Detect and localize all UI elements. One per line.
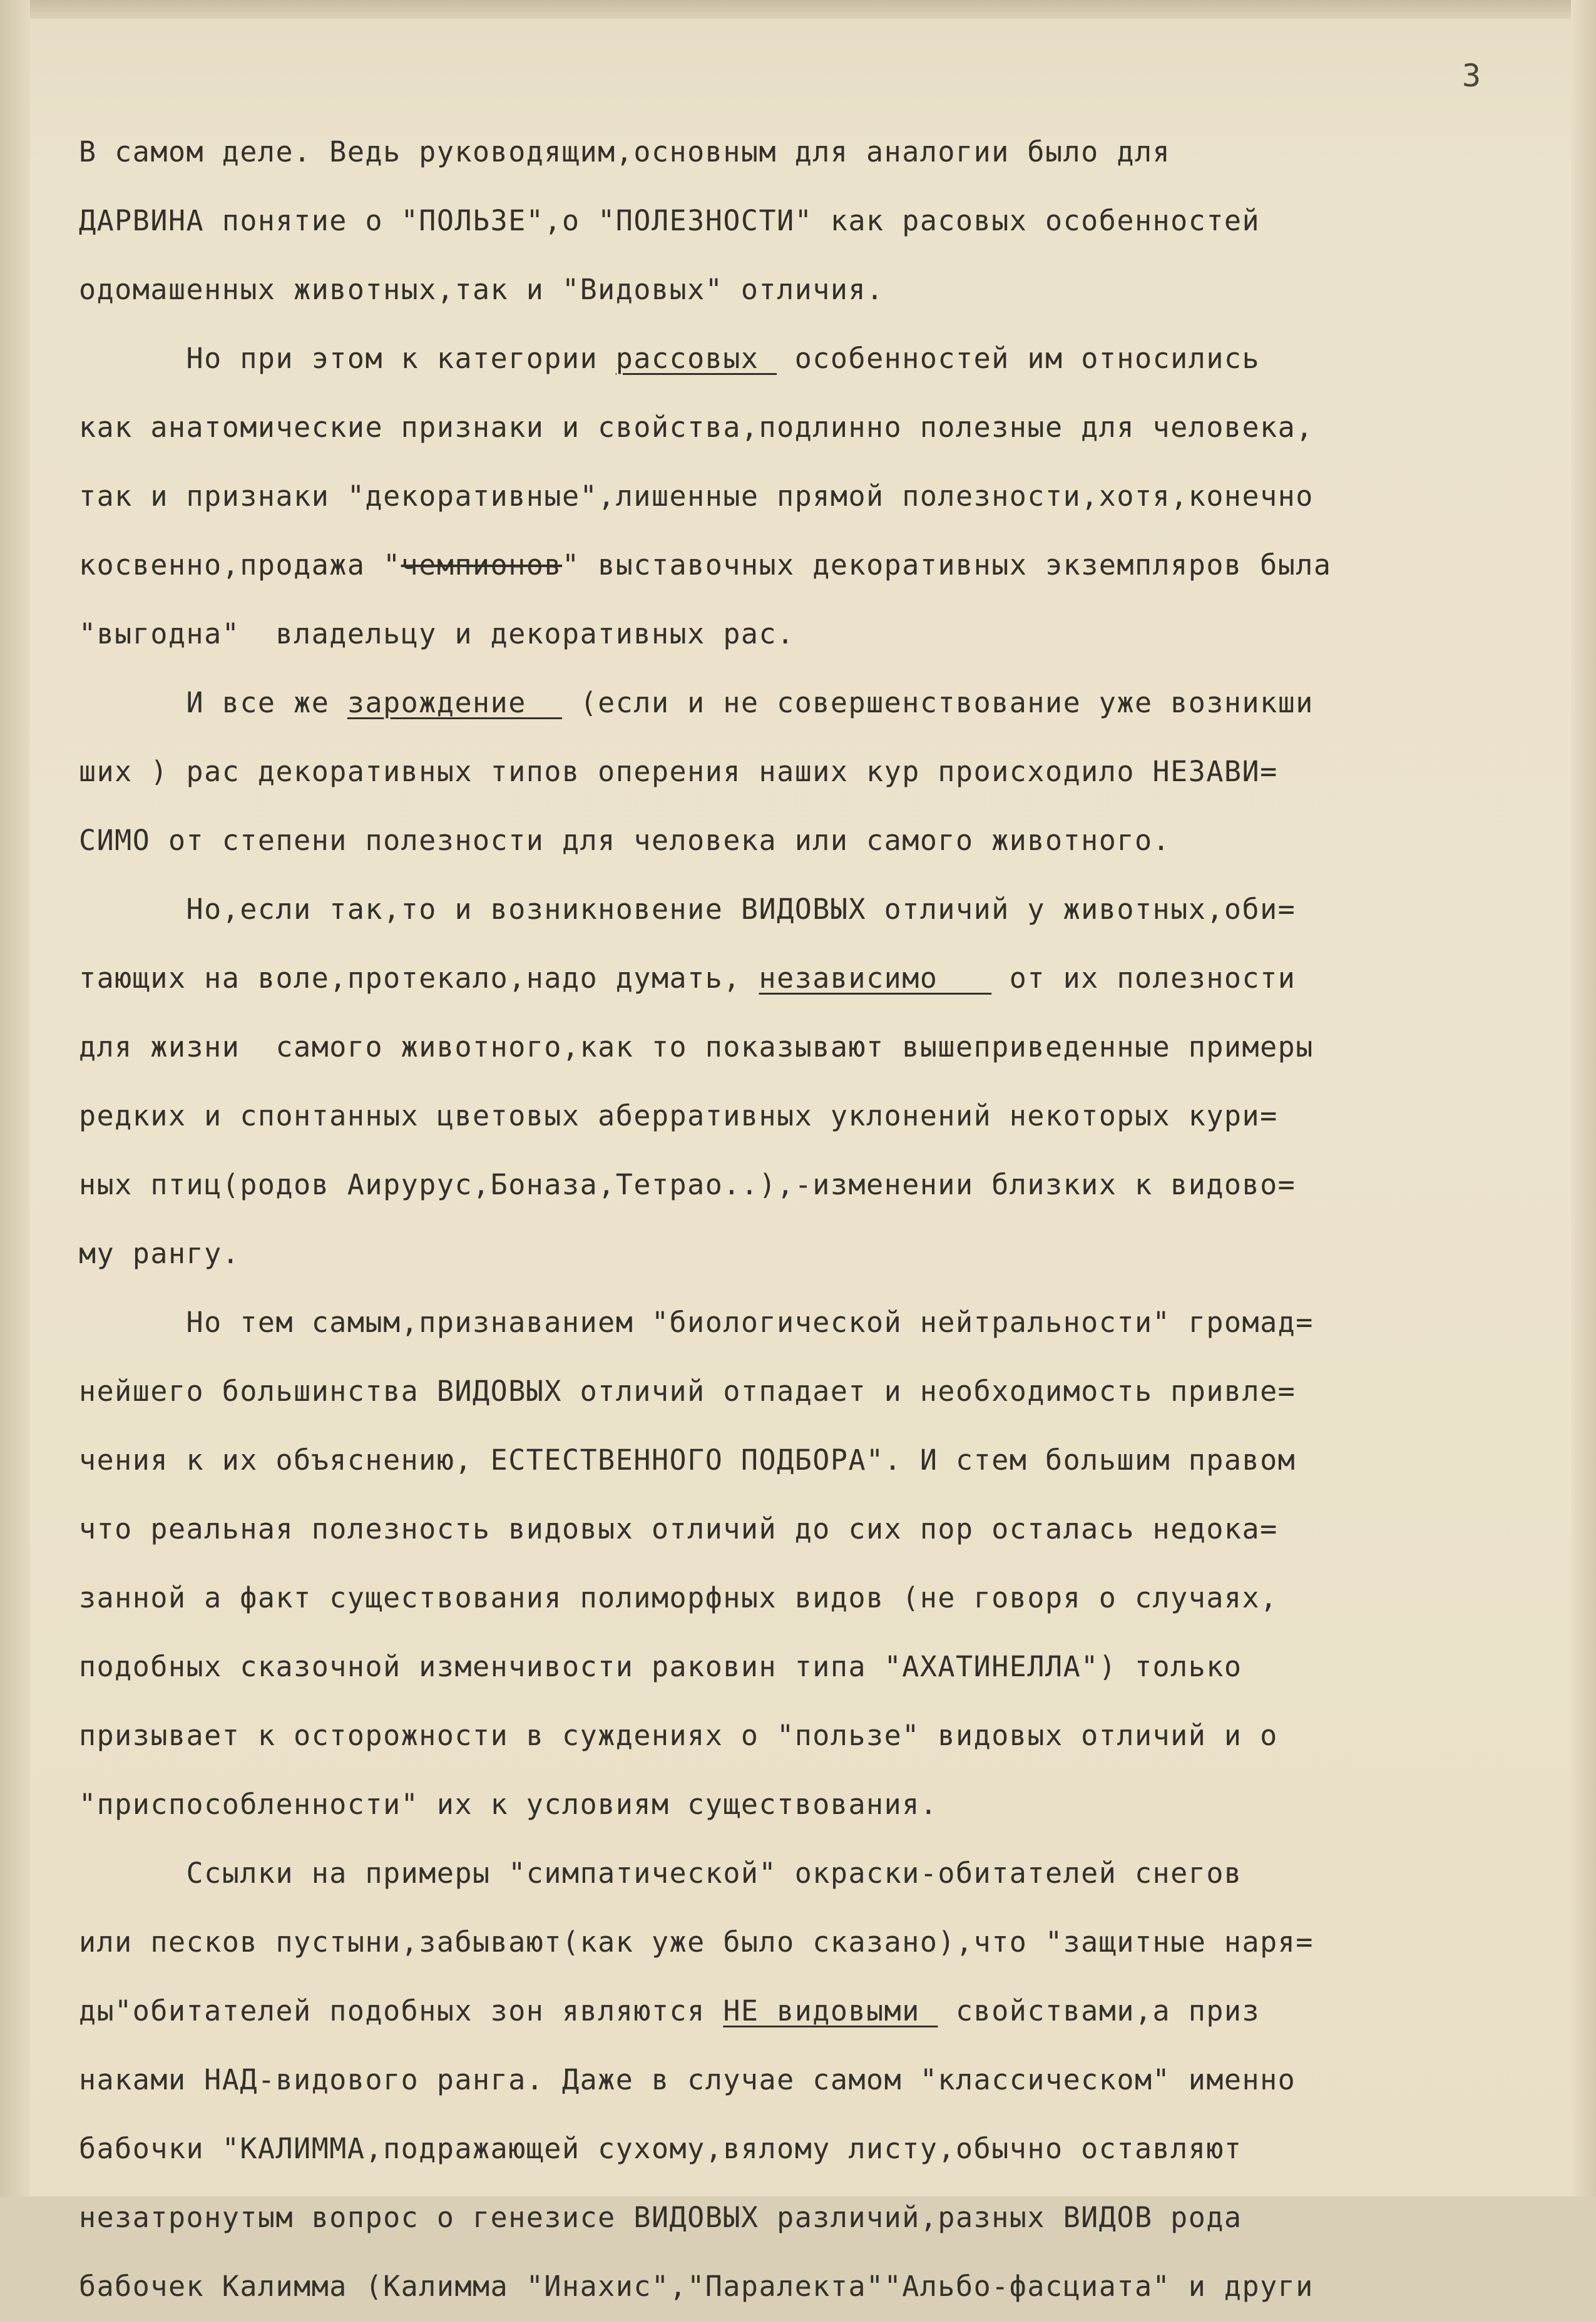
text-line xyxy=(79,462,1537,531)
text-line xyxy=(79,1219,1537,1288)
text-line xyxy=(79,1564,1537,1632)
typewritten-text-body xyxy=(79,118,1537,2321)
line-text: что реальная полезность видовых отличий до сих пор осталась недока= xyxy=(79,1512,1278,1545)
line-text: ных птиц(родов Аирурус,Боназа,Тетрао..),-изменении близких к видово= xyxy=(79,1168,1296,1201)
text-line xyxy=(79,1701,1537,1770)
text-line xyxy=(79,393,1537,462)
line-text: "выгодна" владельцу и декоративных рас. xyxy=(79,617,795,650)
text-line xyxy=(79,1495,1537,1564)
line-text: ДАРВИНА понятие о "ПОЛЬЗЕ",о "ПОЛЕЗНОСТИ" как расовых особенностей xyxy=(79,204,1261,237)
text-line xyxy=(79,1357,1537,1426)
text-line xyxy=(79,875,1537,944)
text-line xyxy=(79,118,1537,187)
line-text-continued: от их полезности xyxy=(991,961,1296,995)
text-line xyxy=(79,1150,1537,1219)
text-line xyxy=(79,1839,1537,1908)
paper-left-edge xyxy=(0,0,30,2196)
line-text: или песков пустыни,забывают(как уже было сказано),что "защитные наря= xyxy=(79,1925,1314,1959)
text-line xyxy=(79,2183,1537,2252)
text-line xyxy=(79,944,1537,1013)
line-text: наками НАД-видового ранга. Даже в случае самом "классическом" именно xyxy=(79,2063,1296,2096)
text-line xyxy=(79,324,1537,393)
line-text: занной а факт существования полиморфных видов (не говоря о случаях, xyxy=(79,1581,1278,1614)
text-line xyxy=(79,1426,1537,1495)
paper-top-edge xyxy=(0,0,1596,19)
line-text: СИМО от степени полезности для человека или самого животного. xyxy=(79,824,1171,857)
line-text: нейшего большинства ВИДОВЫХ отличий отпадает и необходимость привле= xyxy=(79,1375,1296,1408)
line-text: "приспособленности" их к условиям существования. xyxy=(79,1788,938,1821)
line-text: так и признаки "декоративные",лишенные прямой полезности,хотя,конечно xyxy=(79,479,1314,513)
line-text: бабочек Калимма (Калимма "Инахис","Паралекта""Альбо-фасциата" и други xyxy=(79,2270,1314,2303)
text-line xyxy=(79,1288,1537,1357)
text-line xyxy=(79,1632,1537,1701)
line-text-continued: (если и не совершенствование уже возникши xyxy=(562,686,1314,719)
underlined-text: НЕ видовыми xyxy=(723,1994,938,2027)
line-text: редких и спонтанных цветовых аберративных уклонений некоторых кури= xyxy=(79,1099,1278,1132)
underlined-text: рассовых xyxy=(615,342,777,375)
line-text: чения к их объяснению, ЕСТЕСТВЕННОГО ПОДБОРА". И стем большим правом xyxy=(79,1443,1296,1477)
line-text-continued: особенностей им относились xyxy=(777,342,1261,375)
text-line xyxy=(79,2252,1537,2321)
line-text: му рангу. xyxy=(79,1237,240,1270)
line-text: Но при этом к категории xyxy=(79,342,616,375)
line-text: подобных сказочной изменчивости раковин типа "АХАТИНЕЛЛА") только xyxy=(79,1650,1242,1683)
struck-text: чемпионов xyxy=(401,548,563,582)
line-text: ших ) рас декоративных типов оперения наших кур происходило НЕЗАВИ= xyxy=(79,755,1278,788)
text-line xyxy=(79,2046,1537,2114)
text-line xyxy=(79,669,1537,737)
text-line xyxy=(79,2114,1537,2183)
text-line xyxy=(79,1770,1537,1839)
line-text: Но,если так,то и возникновение ВИДОВЫХ отличий у животных,оби= xyxy=(79,893,1296,926)
text-line xyxy=(79,806,1537,875)
underlined-text: независимо xyxy=(759,961,992,995)
page-number: 3 xyxy=(1462,58,1483,94)
line-text: Ссылки на примеры "симпатической" окраски-обитателей снегов xyxy=(79,1857,1242,1890)
text-line xyxy=(79,531,1537,600)
text-line xyxy=(79,737,1537,806)
line-text: одомашенных животных,так и "Видовых" отличия. xyxy=(79,273,884,306)
line-text: В самом деле. Ведь руководящим,основным для аналогии было для xyxy=(79,135,1171,168)
line-text: тающих на воле,протекало,надо думать, xyxy=(79,961,759,995)
line-text: для жизни самого животного,как то показывают вышеприведенные примеры xyxy=(79,1030,1314,1063)
line-text: косвенно,продажа " xyxy=(79,548,401,582)
underlined-text: зарождение xyxy=(347,686,562,719)
text-line xyxy=(79,187,1537,255)
line-text-continued: свойствами,а приз xyxy=(938,1994,1261,2027)
text-line xyxy=(79,1977,1537,2046)
line-text: И все же xyxy=(79,686,347,719)
line-text: бабочки "КАЛИММА,подражающей сухому,вялому листу,обычно оставляют xyxy=(79,2132,1242,2165)
line-text: призывает к осторожности в суждениях о "пользе" видовых отличий и о xyxy=(79,1719,1278,1752)
line-text-continued: " выставочных декоративных экземпляров была xyxy=(562,548,1332,582)
text-line xyxy=(79,1013,1537,1082)
line-text: ды"обитателей подобных зон являются xyxy=(79,1994,724,2027)
line-text: Но тем самым,признаванием "биологической нейтральности" громад= xyxy=(79,1306,1314,1339)
line-text: незатронутым вопрос о генезисе ВИДОВЫХ различий,разных ВИДОВ рода xyxy=(79,2201,1242,2234)
text-line xyxy=(79,600,1537,669)
text-line xyxy=(79,255,1537,324)
text-line xyxy=(79,1908,1537,1977)
text-line xyxy=(79,1082,1537,1150)
line-text: как анатомические признаки и свойства,подлинно полезные для человека, xyxy=(79,411,1314,444)
paper-right-edge xyxy=(1571,0,1596,2196)
